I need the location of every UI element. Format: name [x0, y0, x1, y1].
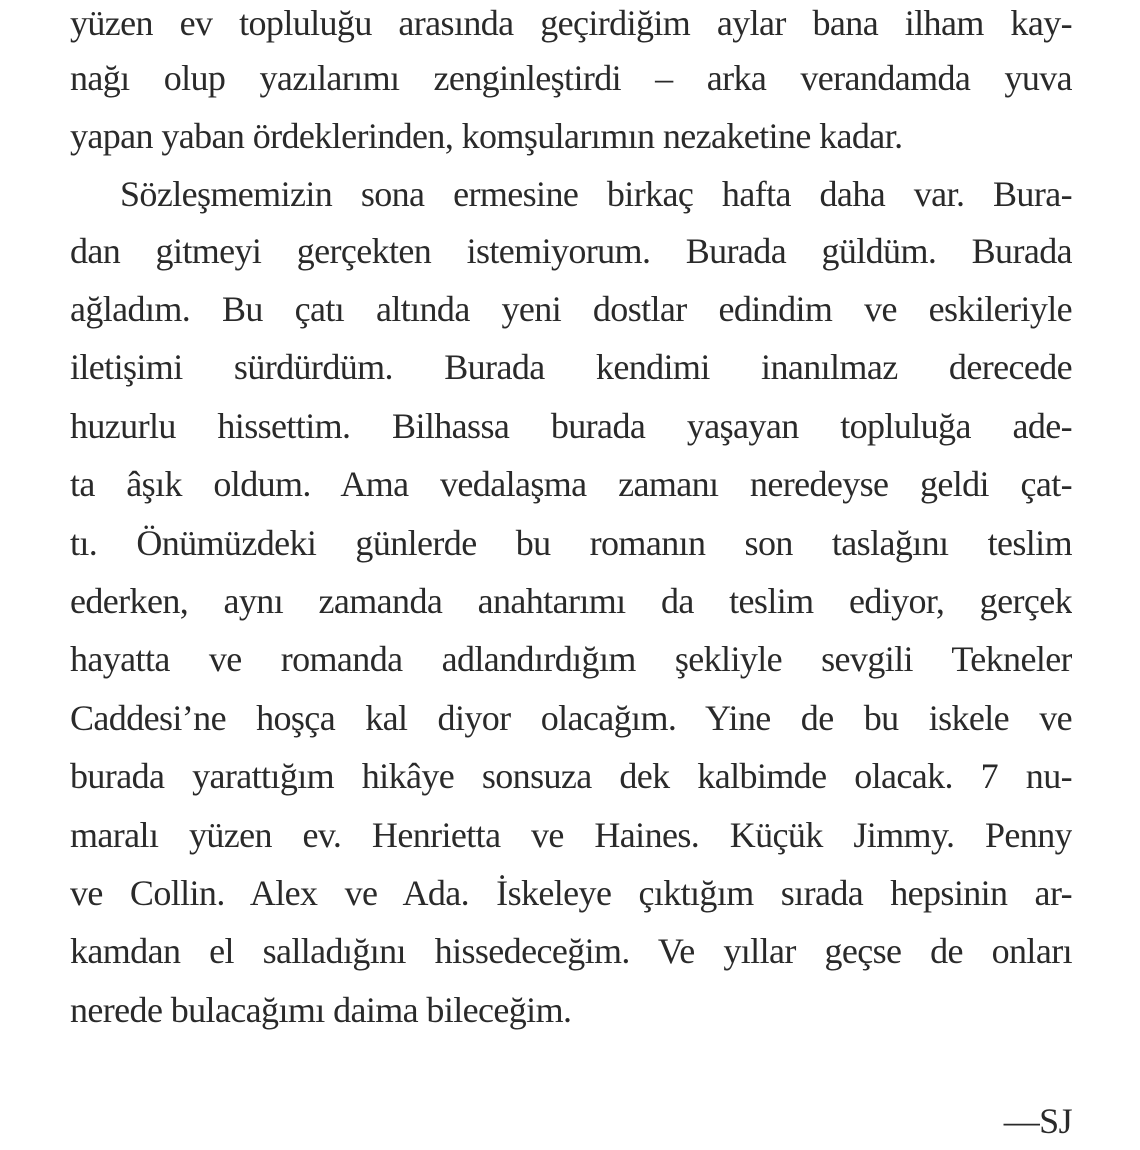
paragraph-2-line-13: ve Collin. Alex ve Ada. İskeleye çıktığım sırada hepsinin ar- [70, 873, 1072, 913]
paragraph-1-line-3: yapan yaban ördeklerinden, komşularımın nezaketine kadar. [70, 116, 903, 156]
paragraph-2-line-14: kamdan el salladığını hissedeceğim. Ve yıllar geçse de onları [70, 931, 1072, 971]
paragraph-2-line-1: Sözleşmemizin sona ermesine birkaç hafta daha var. Bura- [120, 174, 1072, 214]
author-signature: —SJ [1003, 1101, 1072, 1141]
paragraph-2-line-3: ağladım. Bu çatı altında yeni dostlar edindim ve eskileriyle [70, 289, 1072, 329]
paragraph-1-line-1: yüzen ev topluluğu arasında geçirdiğim aylar bana ilham kay- [70, 3, 1072, 43]
paragraph-2-line-10: Caddesi’ne hoşça kal diyor olacağım. Yine de bu iskele ve [70, 698, 1072, 738]
paragraph-2-line-11: burada yarattığım hikâye sonsuza dek kalbimde olacak. 7 nu- [70, 756, 1072, 796]
paragraph-2-line-12: maralı yüzen ev. Henrietta ve Haines. Küçük Jimmy. Penny [70, 815, 1072, 855]
paragraph-2-line-15: nerede bulacağımı daima bileceğim. [70, 990, 572, 1030]
paragraph-2-line-7: tı. Önümüzdeki günlerde bu romanın son taslağını teslim [70, 523, 1072, 563]
paragraph-2-line-4: iletişimi sürdürdüm. Burada kendimi inanılmaz derecede [70, 347, 1072, 387]
paragraph-2-line-2: dan gitmeyi gerçekten istemiyorum. Burada güldüm. Burada [70, 231, 1072, 271]
paragraph-2-line-6: ta âşık oldum. Ama vedalaşma zamanı neredeyse geldi çat- [70, 464, 1072, 504]
paragraph-2-line-8: ederken, aynı zamanda anahtarımı da teslim ediyor, gerçek [70, 581, 1072, 621]
paragraph-2-line-9: hayatta ve romanda adlandırdığım şekliyle sevgili Tekneler [70, 639, 1072, 679]
paragraph-2-line-5: huzurlu hissettim. Bilhassa burada yaşayan topluluğa ade- [70, 406, 1072, 446]
paragraph-1-line-2: nağı olup yazılarımı zenginleştirdi – arka verandamda yuva [70, 58, 1072, 98]
book-page [70, 0, 1072, 1140]
